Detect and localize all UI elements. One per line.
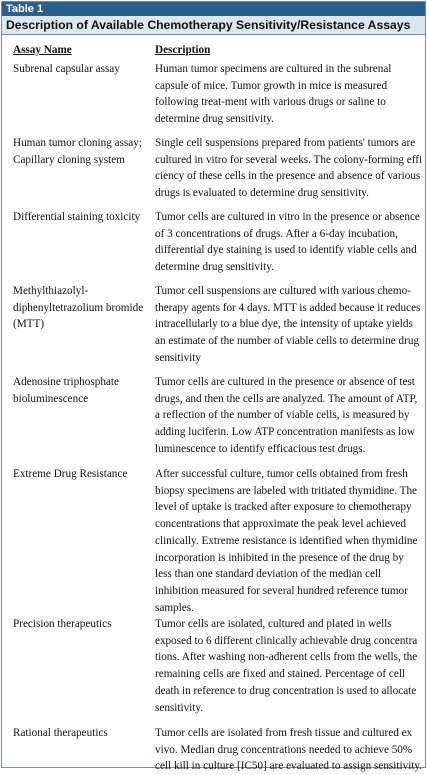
table-container — [1, 1, 426, 773]
assay-name: Precision therapeutics — [13, 618, 112, 630]
header-row — [2, 44, 425, 61]
assay-name: Methylthiazolyl-diphenyltetrazolium bromide (MTT) — [13, 285, 144, 331]
table-label: Table 1 — [2, 2, 425, 16]
assay-name: Human tumor cloning assay; Capillary cloning system — [13, 137, 142, 166]
assay-description: Human tumor specimens are cultured in the subrenal capsule of mice. Tumor growth in mice is measured following treat-ment with various drugs or saline to determine drug sensitivity. — [155, 63, 392, 126]
assay-name: Subrenal capsular assay — [13, 63, 120, 75]
assay-name: Differential staining toxicity — [13, 211, 141, 223]
assay-description: Tumor cell suspensions are cultured with various chemo-therapy agents for 4 days. MTT is added because it reduces intracellularly to a blue dye, the intensity of uptake yields an estimate of the number of viable cells to determine drug sensitivity — [155, 285, 421, 364]
assay-name: Rational therapeutics — [13, 727, 108, 739]
header-assay-name: Assay Name — [13, 44, 72, 56]
table-title: Description of Available Chemotherapy Sensitivity/Resistance Assays — [2, 16, 425, 35]
assay-description: Tumor cells are cultured in the presence or absence of test drugs, and then the cells are analyzed. The amount of ATP, a reflection of the number of viable cells, is measured by adding luciferin. Low ATP concentration manifests as low luminescence to identify efficacious test drugs. — [155, 376, 418, 455]
assay-description: After successful culture, tumor cells obtained from fresh biopsy specimens are labeled with tritiated thymidine. The level of uptake is tracked after exposure to chemotherapy concentrations that approximate the peak level achieved clinically. Extreme resistance is identified when thymidine incorporation is inhibited in the presence of the drug by less than one standard deviation of the median cell inhibition measured for several hundred reference tumor samples. — [155, 468, 418, 614]
assay-description: Tumor cells are isolated from fresh tissue and cultured ex vivo. Median drug concentrations needed to achieve 50% cell kill in culture [IC50] are evaluated to assign sensitivity. — [155, 727, 423, 773]
assay-name: Extreme Drug Resistance — [13, 468, 128, 480]
assay-description: Single cell suspensions prepared from patients' tumors are cultured in vitro for several weeks. The colony-forming effi ciency of these cells in the presence and absence of various drugs is evaluated to determine drug sensitivity. — [155, 137, 423, 200]
header-description: Description — [155, 44, 211, 56]
assay-description: Tumor cells are cultured in vitro in the presence or absence of 3 concentrations of drugs. After a 6-day incubation, differential dye staining is used to identify viable cells and determine drug sensitivity. — [155, 211, 420, 274]
assay-description: Tumor cells are isolated, cultured and plated in wells exposed to 6 different clinically achievable drug concentra tions. After washing non-adherent cells from the wells, the remaining cells are fixed and stained. Percentage of cell death in reference to drug concentration is used to allocate sensitivity. — [155, 618, 418, 714]
assay-name: Adenosine triphosphate bioluminescence — [13, 376, 119, 405]
